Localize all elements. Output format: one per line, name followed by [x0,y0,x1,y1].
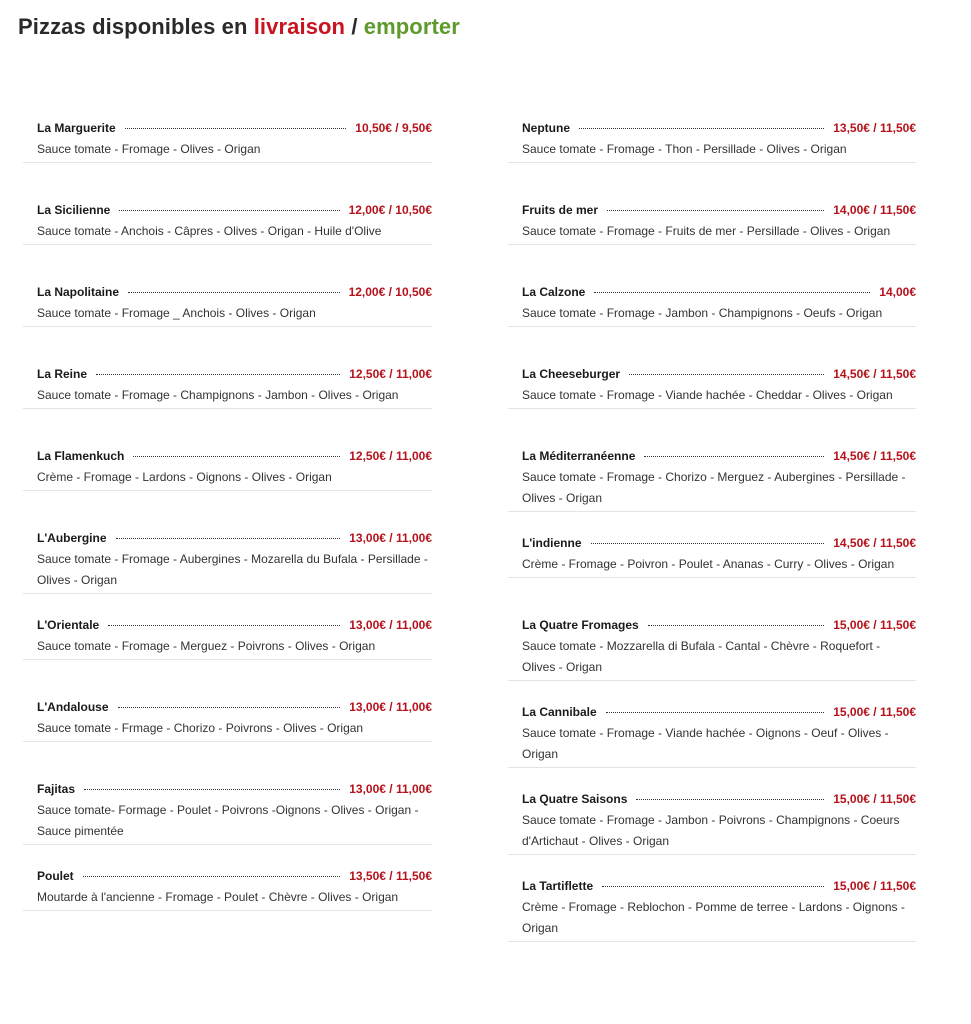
dotted-leader [125,128,347,129]
dotted-leader [644,456,824,457]
menu-item [508,118,916,163]
title-separator: / [351,14,358,39]
item-price: 13,00€ / 11,00€ [349,700,432,714]
title-takeaway: emporter [363,14,460,39]
item-name: Fajitas [37,782,76,796]
item-name: L'Orientale [37,618,100,632]
item-price: 13,50€ / 11,50€ [833,121,916,135]
menu-item [508,446,916,512]
menu-item [23,282,432,327]
dotted-leader [591,543,825,544]
item-name: La Sicilienne [37,203,111,217]
item-description: Sauce tomate - Fromage - Thon - Persillade - Olives - Origan [522,142,847,156]
title-prefix: Pizzas disponibles en [18,14,248,39]
menu-item [508,364,916,409]
item-description: Sauce tomate - Fromage - Jambon - Poivrons - Champignons - Coeurs d'Artichaut - Olives - Origan [522,813,900,848]
item-price: 10,50€ / 9,50€ [355,121,432,135]
dotted-leader [602,886,824,887]
menu-item [508,282,916,327]
item-price: 12,50€ / 11,00€ [349,367,432,381]
item-name: Fruits de mer [522,203,599,217]
item-description: Sauce tomate - Anchois - Câpres - Olives - Origan - Huile d'Olive [37,224,382,238]
item-price: 13,50€ / 11,50€ [349,869,432,883]
item-description: Sauce tomate - Fromage _ Anchois - Olives - Origan [37,306,316,320]
item-name: La Méditerranéenne [522,449,636,463]
item-name: La Cheeseburger [522,367,621,381]
item-description: Moutarde à l'ancienne - Fromage - Poulet - Chèvre - Olives - Origan [37,890,399,904]
dotted-leader [579,128,824,129]
item-description: Sauce tomate - Fromage - Viande hachée - Oignons - Oeuf - Olives - Origan [522,726,889,761]
menu-item [23,615,432,660]
item-name: La Flamenkuch [37,449,125,463]
menu-item [23,779,432,845]
dotted-leader [118,707,341,708]
item-description: Sauce tomate - Fromage - Aubergines - Mozarella du Bufala - Persillade - Olives - Origan [37,552,428,587]
item-description: Sauce tomate - Frmage - Chorizo - Poivrons - Olives - Origan [37,721,364,735]
item-price: 12,50€ / 11,00€ [349,449,432,463]
item-description: Crème - Fromage - Reblochon - Pomme de terree - Lardons - Oignons - Origan [522,900,905,935]
menu-item [23,866,432,911]
item-price: 14,50€ / 11,50€ [833,449,916,463]
dotted-leader [84,789,340,790]
title-delivery: livraison [253,14,346,39]
item-description: Crème - Fromage - Poivron - Poulet - Ananas - Curry - Olives - Origan [522,557,895,571]
dotted-leader [128,292,340,293]
item-price: 13,00€ / 11,00€ [349,618,432,632]
item-name: La Marguerite [37,121,116,135]
menu-item [508,702,916,768]
item-price: 14,00€ [879,285,916,299]
item-name: La Reine [37,367,88,381]
menu-item [23,446,432,491]
dotted-leader [108,625,340,626]
item-price: 14,00€ / 11,50€ [833,203,916,217]
menu-item [508,876,916,942]
item-description: Sauce tomate - Fromage - Champignons - Jambon - Olives - Origan [37,388,399,402]
dotted-leader [133,456,340,457]
item-price: 15,00€ / 11,50€ [833,879,916,893]
item-description: Sauce tomate- Formage - Poulet - Poivrons -Oignons - Olives - Origan - Sauce pimentée [37,803,419,838]
item-price: 12,00€ / 10,50€ [348,285,432,299]
menu-item [508,200,916,245]
item-price: 15,00€ / 11,50€ [833,792,916,806]
item-price: 15,00€ / 11,50€ [833,618,916,632]
item-name: L'indienne [522,536,582,550]
item-price: 14,50€ / 11,50€ [833,367,916,381]
item-name: La Quatre Fromages [522,618,639,632]
menu-item [508,533,916,578]
item-description: Sauce tomate - Fromage - Merguez - Poivrons - Olives - Origan [37,639,376,653]
menu-item [23,364,432,409]
dotted-leader [83,876,341,877]
item-name: L'Aubergine [37,531,107,545]
item-description: Sauce tomate - Fromage - Jambon - Champignons - Oeufs - Origan [522,306,883,320]
dotted-leader [594,292,870,293]
menu-item [508,615,916,681]
dotted-leader [96,374,340,375]
menu-item [508,789,916,855]
dotted-leader [119,210,339,211]
item-description: Sauce tomate - Mozzarella di Bufala - Cantal - Chèvre - Roquefort - Olives - Origan [522,639,881,674]
dotted-leader [606,712,825,713]
dotted-leader [116,538,341,539]
item-name: La Tartiflette [522,879,594,893]
item-price: 15,00€ / 11,50€ [833,705,916,719]
dotted-leader [629,374,824,375]
dotted-leader [648,625,825,626]
menu-item [23,200,432,245]
item-description: Sauce tomate - Fromage - Fruits de mer - Persillade - Olives - Origan [522,224,891,238]
item-description: Sauce tomate - Fromage - Viande hachée - Cheddar - Olives - Origan [522,388,893,402]
menu-item [23,697,432,742]
item-description: Crème - Fromage - Lardons - Oignons - Olives - Origan [37,470,332,484]
item-name: La Calzone [522,285,586,299]
item-price: 12,00€ / 10,50€ [348,203,432,217]
item-name: La Napolitaine [37,285,120,299]
dotted-leader [607,210,824,211]
item-description: Sauce tomate - Fromage - Chorizo - Merguez - Aubergines - Persillade - Olives - Origan [522,470,906,505]
menu-item [23,528,432,594]
page-title [18,14,460,40]
item-name: Neptune [522,121,570,135]
item-price: 14,50€ / 11,50€ [833,536,916,550]
item-name: L'Andalouse [37,700,109,714]
item-price: 13,00€ / 11,00€ [349,531,432,545]
item-name: La Cannibale [522,705,597,719]
dotted-leader [636,799,824,800]
item-name: Poulet [37,869,74,883]
item-description: Sauce tomate - Fromage - Olives - Origan [37,142,261,156]
menu-item [23,118,432,163]
item-price: 13,00€ / 11,00€ [349,782,432,796]
item-name: La Quatre Saisons [522,792,628,806]
